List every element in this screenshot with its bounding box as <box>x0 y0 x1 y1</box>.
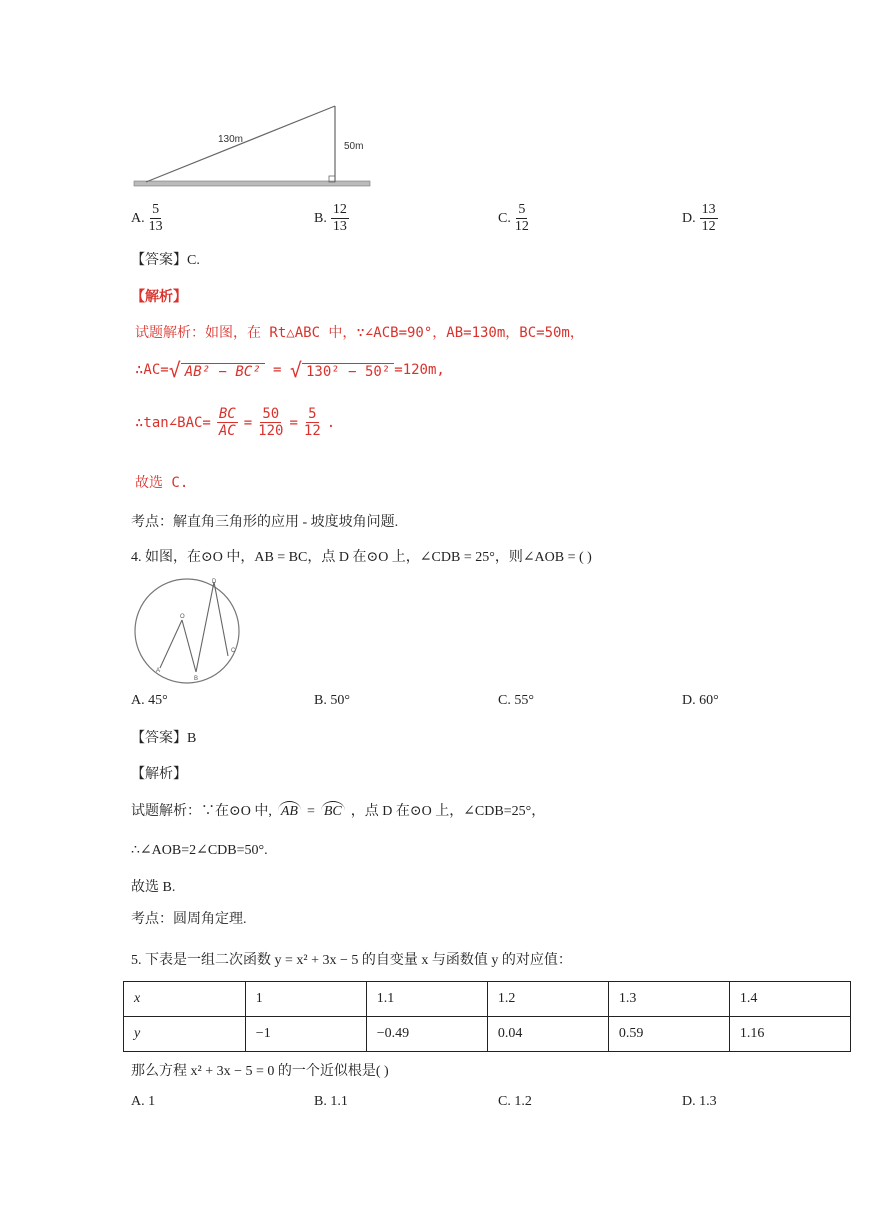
q3-analysis-line2: ∴AC= √ AB² − BC² = √ 130² − 50² =120m, <box>135 358 445 382</box>
point-a-label: A <box>156 668 161 674</box>
q3-option-b: B. $\frac{12}{13}$ <box>314 202 347 235</box>
slope-triangle-figure <box>128 100 378 192</box>
table-cell: 1.16 <box>729 1017 850 1052</box>
q5-option-b: B. 1.1 <box>314 1094 348 1109</box>
q4-answer: 【答案】B <box>131 731 197 746</box>
q3-kaodian: 考点：解直角三角形的应用 - 坡度坡角问题. <box>131 515 399 530</box>
point-d-label: D <box>212 579 217 585</box>
q4-kaodian: 考点：圆周角定理. <box>131 912 247 927</box>
q3-analysis-line1: 试题解析：如图，在 Rt△ABC 中，∵∠ACB=90°，AB=130m，BC=50m， <box>135 325 584 341</box>
q3-option-c: C. $\frac{5}{12}$ <box>498 202 529 235</box>
table-cell: 1.4 <box>729 982 850 1017</box>
table-cell: y <box>124 1017 246 1052</box>
q5-option-c: C. 1.2 <box>498 1094 532 1109</box>
q5-option-d: D. 1.3 <box>682 1094 717 1109</box>
q5-value-table <box>123 981 851 1052</box>
q3-choose: 故选 C. <box>135 475 189 491</box>
arc-ab: AB <box>278 801 301 820</box>
q4-analysis-line1: 试题解析：∵在⊙O 中, AB = BC ，点 D 在⊙O 上，∠CDB=25°， <box>131 800 545 820</box>
q4-stem: 4. 如图，在⊙O 中，AB = BC，点 D 在⊙O 上，∠CDB = 25°，则∠AOB = ( ) <box>131 550 592 565</box>
q5-option-a: A. 1 <box>131 1094 156 1109</box>
hyp-label: 130m <box>218 134 244 145</box>
table-cell: 0.04 <box>487 1017 608 1052</box>
q3-analysis-line3: ∴tan∠BAC= $\frac{BC}{AC}$ = $\frac{50}{120}$ = $\frac{5}{12}$ . <box>135 406 336 440</box>
table-cell: 1.1 <box>366 982 487 1017</box>
q5-stem: 5. 下表是一组二次函数 y = x² + 3x − 5 的自变量 x 与函数值 y 的对应值： <box>131 953 572 968</box>
q3-option-d: D. $\frac{13}{12}$ <box>682 202 716 235</box>
q5-question: 那么方程 x² + 3x − 5 = 0 的一个近似根是( ) <box>131 1064 389 1079</box>
q4-option-d: D. 60° <box>682 693 719 708</box>
arc-bc: BC <box>321 801 345 820</box>
table-cell: −0.49 <box>366 1017 487 1052</box>
table-row <box>124 1017 851 1052</box>
q4-analysis-title: 【解析】 <box>131 767 187 782</box>
q3-analysis-title: 【解析】 <box>131 289 187 305</box>
table-cell: 0.59 <box>608 1017 729 1052</box>
q3-option-a: A. $\frac{5}{13}$ <box>131 202 163 235</box>
q4-option-a: A. 45° <box>131 693 168 708</box>
table-cell: 1.2 <box>487 982 608 1017</box>
q4-option-b: B. 50° <box>314 693 350 708</box>
table-cell: x <box>124 982 246 1017</box>
q4-option-c: C. 55° <box>498 693 534 708</box>
q4-choose: 故选 B. <box>131 880 176 895</box>
q4-analysis-line2: ∴∠AOB=2∠CDB=50°. <box>131 843 268 858</box>
point-o-label: O <box>180 614 185 620</box>
side-label: 50m <box>344 141 364 152</box>
circle-figure <box>130 574 245 686</box>
table-cell: 1 <box>245 982 366 1017</box>
table-cell: 1.3 <box>608 982 729 1017</box>
point-c-label: C <box>231 648 236 654</box>
table-cell: −1 <box>245 1017 366 1052</box>
point-b-label: B <box>194 676 199 682</box>
table-row <box>124 982 851 1017</box>
q3-answer: 【答案】C. <box>131 253 200 268</box>
